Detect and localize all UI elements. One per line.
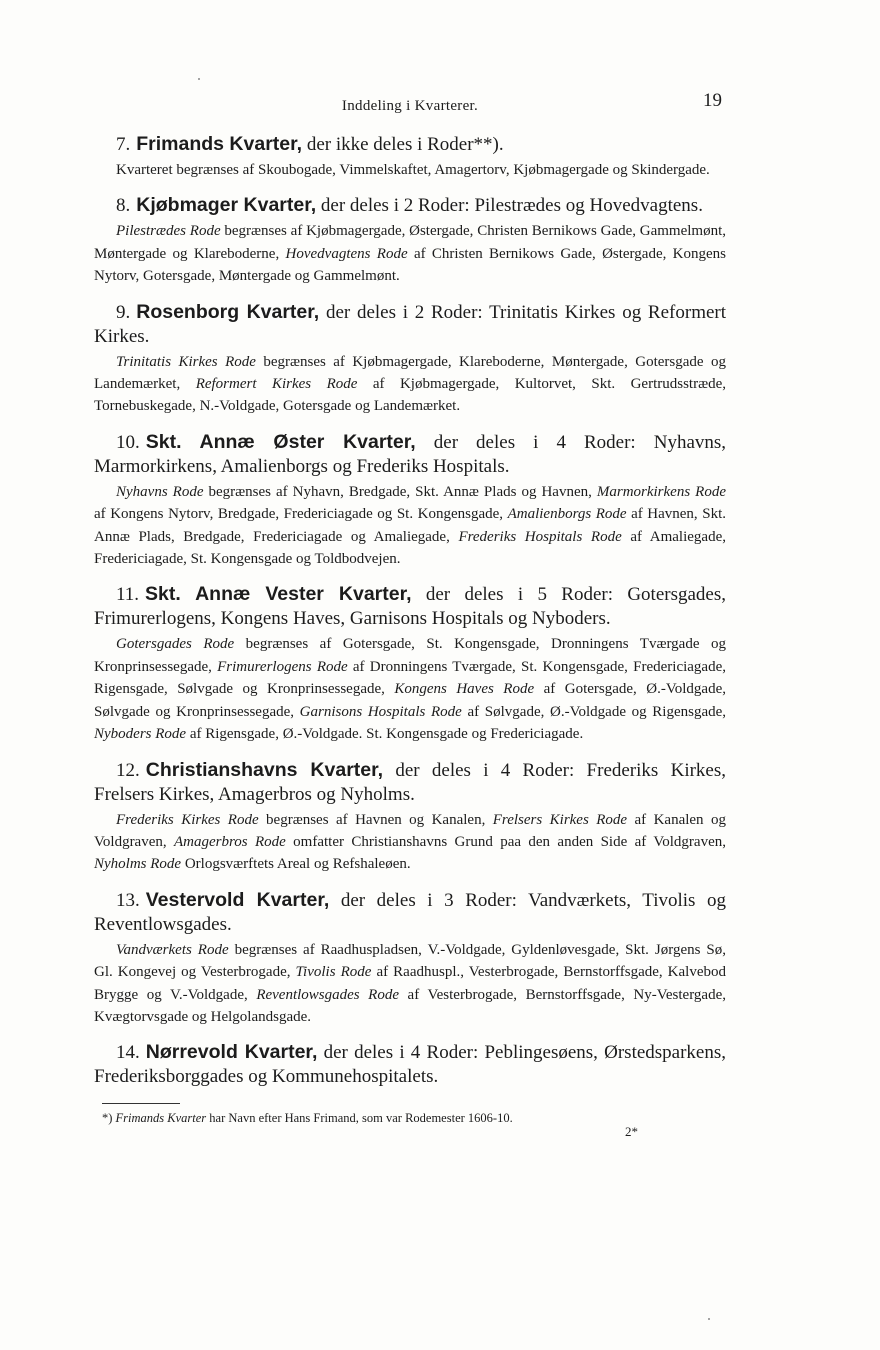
section-number: 14. [116, 1042, 140, 1064]
book-page [94, 90, 726, 1140]
rode-name: Vandværkets Rode [116, 941, 229, 958]
rode-name: Frelsers Kirkes Rode [492, 811, 628, 828]
quarter-heading [94, 1040, 726, 1089]
quarter-name: Kjøbmager Kvarter, [136, 194, 317, 217]
rode-name: Garnisons Hospitals Rode [299, 703, 462, 720]
footnote-text: har Navn efter Hans Frimand, som var Rodemester 1606-10. [209, 1111, 513, 1126]
quarter-name: Skt. Annæ Vester Kvarter, [145, 583, 412, 606]
description-text: Orlogsværftets Areal og Refshaleøen. [181, 856, 411, 873]
quarter-heading [94, 888, 726, 937]
quarter-heading [94, 582, 726, 631]
footnote-rule [102, 1103, 180, 1104]
page-number: 19 [703, 90, 722, 111]
quarter-division: der deles i 4 Roder: Nyhavns, Marmorkirkens, Amalienborgs og Frederiks Hospitals. [94, 431, 727, 477]
quarter-section [94, 582, 726, 745]
paper-speck [708, 1318, 710, 1320]
rode-name: Frederiks Hospitals Rode [458, 528, 622, 545]
description-text: begrænses af Gotersgade, St. Kongensgade, Dronningens Tværgade og Kronprinsessegade, [94, 636, 726, 675]
description-text: af Rigensgade, Ø.-Voldgade. St. Kongensgade og Fredericiagade. [186, 726, 584, 743]
quarter-description [94, 220, 726, 287]
rode-name: Nyboders Rode [94, 726, 187, 743]
rode-name: Nyholms Rode [94, 856, 182, 873]
rode-name: Tivolis Rode [295, 964, 372, 981]
description-text: begrænses af Nyhavn, Bredgade, Skt. Annæ Plads og Havnen, [203, 483, 597, 500]
description-text: af Dronningens Tværgade, St. Kongensgade, Fredericiagade, Rigensgade, Sølvgade og Kronprinsessegade, [94, 658, 726, 698]
quarter-description [94, 809, 726, 876]
quarter-section [94, 1040, 726, 1089]
quarter-name: Vestervold Kvarter, [145, 888, 330, 911]
running-head: Inddeling i Kvarterer. [341, 98, 479, 114]
description-text: begrænses af Raadhuspladsen, V.-Voldgade, Gyldenløvesgade, Skt. Jørgens Sø, Gl. Kongevej og Vesterbrogade, [94, 941, 727, 981]
section-number: 11. [116, 584, 140, 606]
quarter-section [94, 888, 726, 1029]
description-text: af Gotersgade, Ø.-Voldgade, Sølvgade og Kronprinsessegade, [94, 681, 726, 720]
section-number: 13. [116, 889, 140, 911]
quarter-heading [94, 300, 726, 349]
quarter-heading [94, 193, 726, 218]
rode-name: Kongens Haves Rode [394, 681, 535, 698]
quarter-section [94, 132, 726, 181]
description-text: af Kanalen og Voldgraven, [94, 811, 726, 850]
rode-name: Reformert Kirkes Rode [195, 376, 358, 393]
description-text: af Raadhuspl., Vesterbrogade, Bernstorffsgade, Kalvebod Brygge og V.-Voldgade, [94, 964, 726, 1003]
quarter-division: der deles i 3 Roder: Vandværkets, Tivolis og Reventlowsgades. [94, 889, 727, 935]
quarter-division: der deles i 2 Roder: Pilestrædes og Hovedvagtens. [320, 195, 703, 217]
quarter-division: der deles i 2 Roder: Trinitatis Kirkes og Reformert Kirkes. [94, 301, 727, 347]
quarter-heading [94, 430, 726, 479]
rode-name: Pilestrædes Rode [116, 223, 221, 240]
quarter-description [94, 939, 726, 1029]
quarter-division: der deles i 5 Roder: Gotersgades, Frimurerlogens, Kongens Haves, Garnisons Hospitals og Nyboders. [94, 584, 726, 630]
description-text: begrænses af Kjøbmagergade, Klareboderne, Møntergade, Gotersgade og Landemærket, [94, 353, 726, 393]
quarter-description [94, 481, 726, 571]
quarter-division: der ikke deles i Roder**). [306, 134, 504, 155]
description-text: begrænses af Havnen og Kanalen, [258, 811, 493, 828]
description-text: af Amaliegade, Fredericiagade, St. Kongensgade og Toldbodvejen. [94, 528, 726, 568]
quarter-section [94, 430, 726, 571]
quarter-name: Rosenborg Kvarter, [136, 300, 320, 323]
quarter-section [94, 193, 726, 287]
rode-name: Frederiks Kirkes Rode [116, 811, 259, 828]
quarter-description [94, 633, 726, 745]
rode-name: Nyhavns Rode [116, 483, 204, 500]
section-number: 12. [116, 759, 140, 781]
quarter-heading [94, 132, 726, 157]
signature-mark: 2* [625, 1124, 638, 1140]
quarter-name: Frimands Kvarter, [136, 133, 303, 155]
section-list [94, 132, 726, 1089]
section-number: 9. [116, 301, 131, 323]
rode-name: Gotersgades Rode [116, 636, 235, 653]
description-text: af Kongens Nytorv, Bredgade, Fredericiagade og St. Kongensgade, [94, 506, 508, 523]
description-text: af Sølvgade, Ø.-Voldgade og Rigensgade, [461, 703, 727, 720]
description-text: begrænses af Kjøbmagergade, Østergade, Christen Bernikows Gade, Gammelmønt, Møntergade og Klareboderne, [94, 223, 726, 262]
page-header [94, 90, 726, 120]
description-text: Kvarteret begrænses af Skoubogade, Vimmelskaftet, Amagertorv, Kjøbmagergade og Skindergade. [116, 162, 710, 178]
paper-speck [198, 78, 200, 80]
quarter-heading [94, 758, 726, 807]
footnote-marker: *) [102, 1111, 113, 1126]
description-text: af Havnen, Skt. Annæ Plads, Bredgade, Fredericiagade og Amaliegade, [94, 506, 726, 545]
description-text: af Christen Bernikows Gade, Østergade, Kongens Nytorv, Gotersgade, Møntergade og Gammelmønt. [94, 245, 726, 285]
description-text: omfatter Christianshavns Grund paa den anden Side af Voldgraven, [285, 833, 726, 850]
quarter-name: Christianshavns Kvarter, [145, 758, 384, 781]
rode-name: Reventlowsgades Rode [256, 986, 399, 1003]
quarter-name: Skt. Annæ Øster Kvarter, [145, 430, 416, 453]
footnote-subject: Frimands Kvarter [115, 1111, 207, 1126]
quarter-division: der deles i 4 Roder: Peblingesøens, Ørstedsparkens, Frederiksborggades og Kommunehospitalets. [94, 1042, 727, 1088]
section-number: 7. [116, 134, 131, 155]
description-text: af Vesterbrogade, Bernstorffsgade, Ny-Vestergade, Kvægtorvsgade og Helgolandsgade. [94, 986, 726, 1025]
section-number: 10. [116, 431, 140, 453]
quarter-division: der deles i 4 Roder: Frederiks Kirkes, Frelsers Kirkes, Amagerbros og Nyholms. [94, 759, 726, 805]
quarter-name: Nørrevold Kvarter, [145, 1041, 318, 1064]
rode-name: Amagerbros Rode [174, 833, 286, 850]
section-number: 8. [116, 195, 131, 217]
rode-name: Marmorkirkens Rode [596, 483, 727, 500]
rode-name: Frimurerlogens Rode [217, 658, 348, 675]
rode-name: Hovedvagtens Rode [285, 245, 408, 262]
rode-name: Amalienborgs Rode [507, 506, 627, 523]
rode-name: Trinitatis Kirkes Rode [116, 353, 256, 370]
quarter-section [94, 758, 726, 876]
quarter-description [94, 159, 726, 181]
quarter-section [94, 300, 726, 418]
description-text: af Kjøbmagergade, Kultorvet, Skt. Gertrudsstræde, Tornebuskegade, N.-Voldgade, Gotersgade og Landemærket. [94, 376, 726, 415]
quarter-description [94, 351, 726, 418]
